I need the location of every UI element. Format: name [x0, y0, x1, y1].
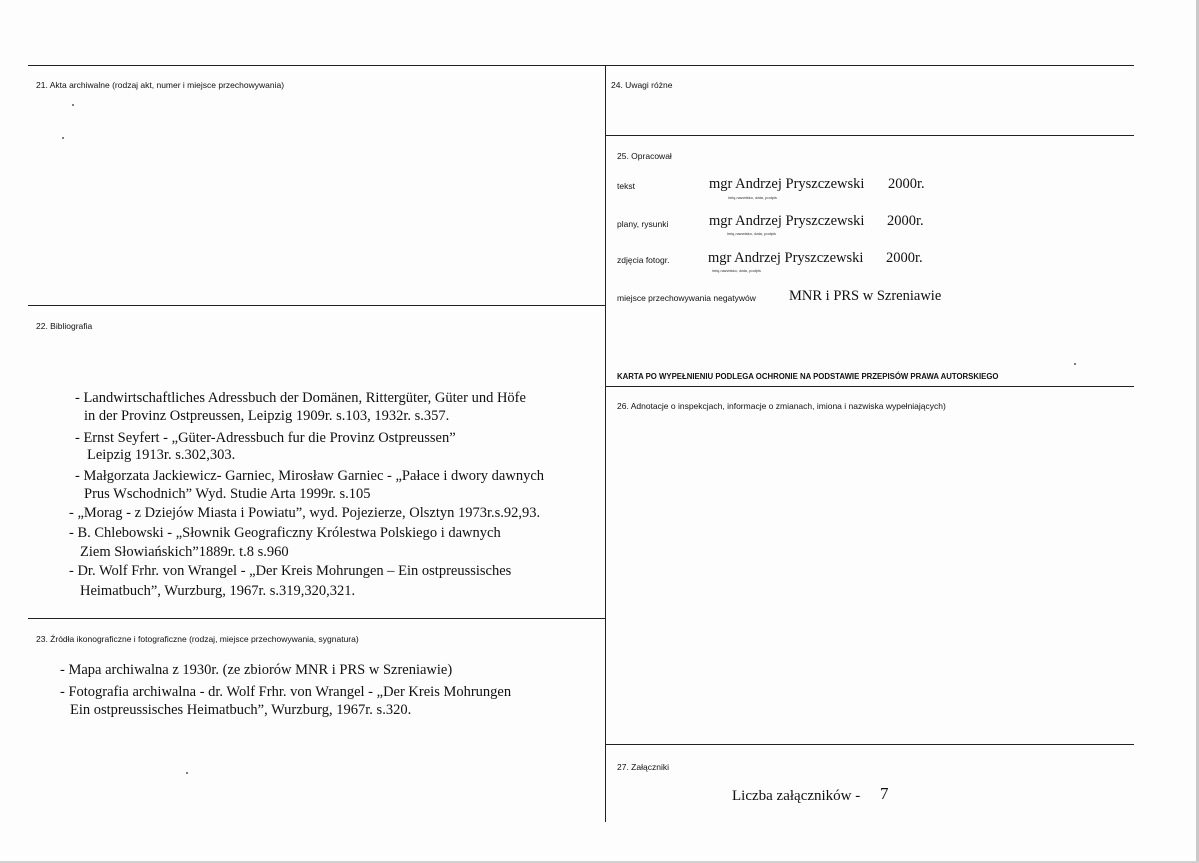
bibliography-line: Ziem Słowiańskich”1889r. t.8 s.960 [80, 544, 289, 560]
top-border-line [28, 65, 1134, 66]
author-row-label: plany, rysunki [617, 219, 669, 229]
bibliography-line: in der Provinz Ostpreussen, Leipzig 1909r. s.103, 1932r. s.357. [84, 408, 450, 424]
bibliography-line: - Ernst Seyfert - „Güter-Adressbuch fur die Provinz Ostpreussen” [75, 430, 456, 446]
scan-speck [1074, 363, 1076, 365]
section-22-label: 22. Bibliografia [36, 321, 93, 331]
right-divider-26-27 [605, 744, 1134, 745]
author-row-name: mgr Andrzej Pryszczewski [709, 176, 865, 192]
source-line: - Mapa archiwalna z 1930r. (ze zbiorów MNR i PRS w Szreniawie) [60, 662, 453, 678]
left-divider-21-22 [28, 305, 605, 306]
attachments-count-text: Liczba załączników - [732, 788, 861, 804]
center-divider-line [605, 65, 606, 822]
source-line: - Fotografia archiwalna - dr. Wolf Frhr. von Wrangel - „Der Kreis Mohrungen [60, 684, 512, 700]
author-row-year: 2000r. [888, 176, 925, 192]
bibliography-line: Heimatbuch”, Wurzburg, 1967r. s.319,320,321. [80, 583, 356, 599]
negatives-location-label: miejsce przechowywania negatywów [617, 293, 756, 303]
attachments-count-value: 7 [880, 784, 889, 803]
author-row-year: 2000r. [887, 213, 924, 229]
bibliography-line: Prus Wschodnich” Wyd. Studie Arta 1999r. s.105 [84, 486, 371, 502]
scan-speck [186, 772, 188, 774]
bibliography-line: - Małgorzata Jackiewicz- Garniec, Mirosław Garniec - „Pałace i dwory dawnych [75, 468, 545, 484]
bibliography-line: - Dr. Wolf Frhr. von Wrangel - „Der Kreis Mohrungen – Ein ostpreussisches [69, 563, 512, 579]
author-row-hint: imię,nazwisko, data, podpis [712, 268, 761, 273]
section-21-label: 21. Akta archiwalne (rodzaj akt, numer i miejsce przechowywania) [36, 80, 285, 90]
bibliography-line: - „Morag - z Dziejów Miasta i Powiatu”, wyd. Pojezierze, Olsztyn 1973r.s.92,93. [69, 505, 541, 521]
author-row-hint: imię,nazwisko, data, podpis [727, 231, 776, 236]
negatives-location-value: MNR i PRS w Szreniawie [789, 288, 942, 304]
author-row-label: zdjęcia fotogr. [617, 255, 670, 265]
author-row-name: mgr Andrzej Pryszczewski [708, 250, 864, 266]
copyright-notice: KARTA PO WYPEŁNIENIU PODLEGA OCHRONIE NA PODSTAWIE PRZEPISÓW PRAWA AUTORSKIEGO [617, 372, 999, 381]
section-24-label: 24. Uwagi różne [611, 80, 673, 90]
scan-speck [72, 104, 74, 106]
left-divider-22-23 [28, 618, 605, 619]
author-row-hint: imię,nazwisko, data, podpis [728, 195, 777, 200]
author-row-label: tekst [617, 181, 635, 191]
source-line: Ein ostpreussisches Heimatbuch”, Wurzburg, 1967r. s.320. [70, 702, 412, 718]
section-26-label: 26. Adnotacje o inspekcjach, informacje o zmianach, imiona i nazwiska wypełniających) [617, 401, 946, 411]
section-27-label: 27. Załączniki [617, 762, 669, 772]
author-row-name: mgr Andrzej Pryszczewski [709, 213, 865, 229]
section-23-label: 23. Źródła ikonograficzne i fotograficzne (rodzaj, miejsce przechowywania, sygnatura) [36, 634, 359, 644]
scan-speck [62, 137, 64, 139]
section-25-label: 25. Opracował [617, 151, 672, 161]
right-divider-24-25 [605, 135, 1134, 136]
bibliography-line: - Landwirtschaftliches Adressbuch der Domänen, Rittergüter, Güter und Höfe [75, 390, 526, 406]
bibliography-line: - B. Chlebowski - „Słownik Geograficzny Królestwa Polskiego i dawnych [69, 525, 501, 541]
bibliography-line: Leipzig 1913r. s.302,303. [87, 447, 236, 463]
right-divider-25-26 [605, 386, 1134, 387]
author-row-year: 2000r. [886, 250, 923, 266]
